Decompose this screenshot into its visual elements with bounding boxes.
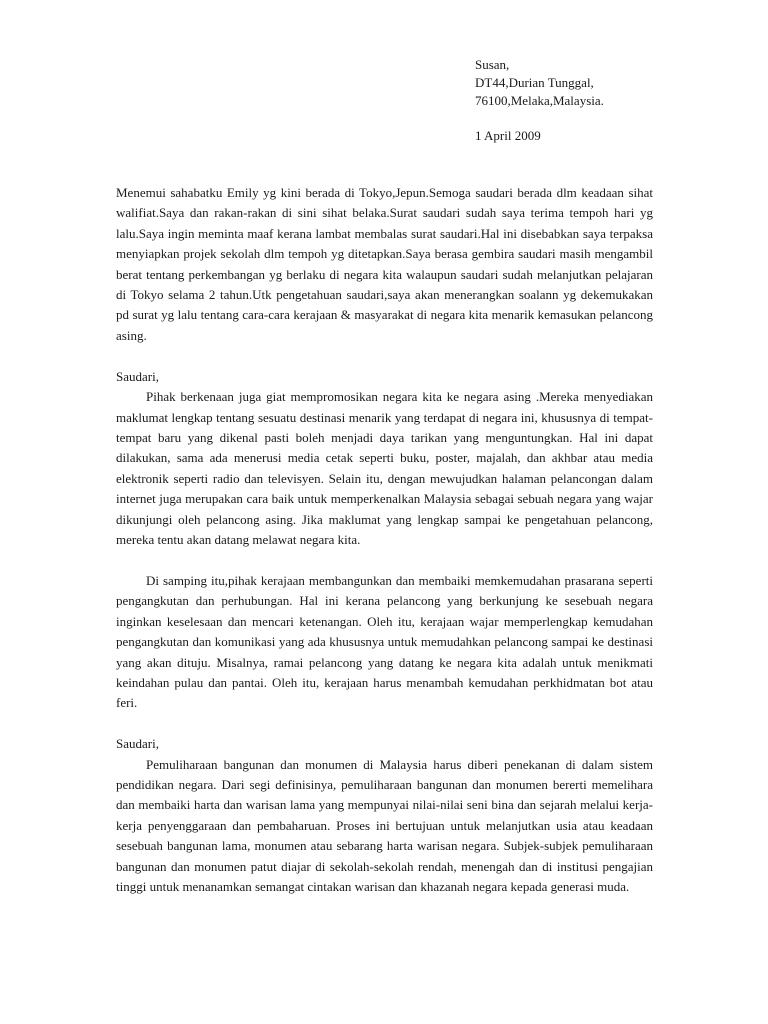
intro-paragraph: Menemui sahabatku Emily yg kini berada di Tokyo,Jepun.Semoga saudari berada dlm keadaan sihat walifiat.Saya dan rakan-rakan di sini sihat belaka.Surat saudari sudah saya terima tempoh hari yg lalu.Saya ingin meminta maaf kerana lambat membalas surat saudari.Hal ini disebabkan saya terpaksa menyiapkan projek sekolah dlm tempoh yg ditetapkan.Saya berasa gembira saudari masih mengambil berat tentang perkembangan yg berlaku di negara kita walaupun saudari sudah melanjutkan pelajaran di Tokyo selama 2 tahun.Utk pengetahuan saudari,saya akan menerangkan soalann yg dekemukakan pd surat yg lalu tentang cara-cara kerajaan & masyarakat di negara kita menarik kemasukan pelancong asing. [116,185,653,343]
paragraph-gap [116,346,653,367]
letter-body [116,183,653,898]
paragraph-infrastructure: Di samping itu,pihak kerajaan membangunkan dan membaiki memkemudahan prasarana seperti pengangkutan dan perhubungan. Hal ini kerana pelancong yang berkunjung ke sesebuah negara inginkan keselesaan dan mencari ketenangan. Oleh itu, kerajaan wajar memperlengkap kemudahan pengangkutan dan komunikasi yang ada khususnya untuk memudahkan pelancong sampai ke destinasi yang akan dituju. Misalnya, ramai pelancong yang datang ke negara kita adalah untuk menikmati keindahan pulau dan pantai. Oleh itu, kerajaan harus menambah kemudahan perkhidmatan bot atau feri. [116,572,653,711]
sender-name: Susan, [475,57,510,72]
paragraph-gap [116,714,653,735]
salutation-1: Saudari, [116,368,159,384]
paragraph-conservation: Pemuliharaan bangunan dan monumen di Malaysia harus diberi penekanan di dalam sistem pendidikan negara. Dari segi definisinya, pemuliharaan bangunan dan monumen bererti memelihara dan membaiki harta dan warisan lama yang mempunyai nilai-nilai seni bina dan sejarah melalui kerja-kerja penyenggaraan dan pembaharuan. Proses ini bertujuan untuk melanjutkan usia atau keadaan sesebuah bangunan lama, monumen atau sebarang harta warisan negara. Subjek-subjek pemuliharaan bangunan dan monumen patut diajar di sekolah-sekolah rendah, menengah dan di institusi pengajian tinggi untuk menanamkan semangat cintakan warisan dan khazanah negara kepada generasi muda. [116,756,653,895]
sender-address-line1: DT44,Durian Tunggal, [475,75,594,90]
letter-date: 1 April 2009 [475,128,541,143]
paragraph-gap [116,550,653,571]
salutation-2: Saudari, [116,736,159,752]
paragraph-promotion: Pihak berkenaan juga giat mempromosikan negara kita ke negara asing .Mereka menyediakan maklumat lengkap tentang sesuatu destinasi menarik yang terdapat di negara ini, khususnya di tempat- tempat baru yang dikenal pasti boleh menjadi daya tarikan yang menguntungkan. Hal ini dapat dilakukan, sama ada menerusi media cetak seperti buku, poster, majalah, dan akhbar atau media elektronik seperti radio dan televisyen. Selain itu, dengan mewujudkan halaman pelancongan dalam internet juga merupakan cara baik untuk memperkenalkan Malaysia sebagai sebuah negara yang wajar dikunjungi oleh pelancong asing. Jika maklumat yang lengkap sampai ke pengetahuan pelancong, mereka tentu akan datang melawat negara kita. [116,389,653,547]
sender-address-block [475,56,604,145]
sender-address-line2: 76100,Melaka,Malaysia. [475,93,604,108]
